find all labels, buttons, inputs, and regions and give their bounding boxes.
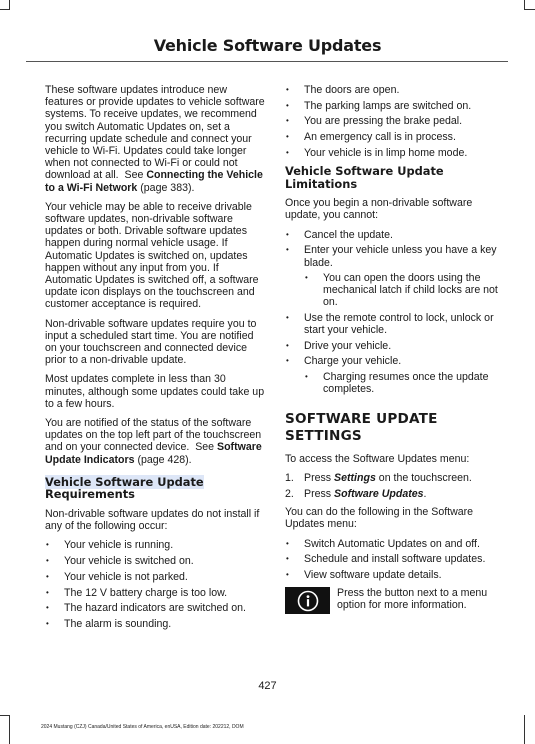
crop-mark <box>9 0 10 10</box>
crop-mark <box>524 0 525 10</box>
duration-paragraph: Most updates complete in less than 30 minutes, although some updates could take up to a few hours. <box>45 373 265 410</box>
limitations-list <box>285 229 505 395</box>
requirements-list <box>45 539 265 630</box>
crop-mark <box>524 715 525 744</box>
list-item: • Cancel the update. <box>285 229 505 241</box>
sub-list-item: • You can open the doors using the mechanical latch if child locks are not on. <box>304 272 505 309</box>
crop-mark <box>9 715 10 744</box>
status-paragraph: You are notified of the status of the software updates on the top left part of the touchscreen and on your connected device. See Software Update Indicators (page 428). <box>45 417 262 466</box>
list-item: • Enter your vehicle unless you have a key blade. • You can open the doors using the mechanical latch if child locks are not on. <box>285 244 505 308</box>
list-item: • Your vehicle is running. <box>45 539 265 551</box>
list-item: • Your vehicle is not parked. <box>45 571 265 583</box>
non-drivable-paragraph: Non-drivable software updates require you to input a scheduled start time. You are notified on your touchscreen and connected device prior to a non-drivable update. <box>45 317 257 367</box>
intro-paragraph: These software updates introduce new features or provide updates to vehicle software systems. To receive updates, we recommend you switch Automatic Updates on, set a recurring update schedule and connect your vehicle to Wi-Fi. Updates could take longer when not connected to Wi-Fi or could not download at all. See Connecting the Vehicle to a Wi-Fi Network (page 383). <box>45 84 265 194</box>
page-number: 427 <box>258 680 277 692</box>
list-item: • An emergency call is in process. <box>285 131 505 143</box>
sub-list <box>304 272 505 309</box>
step-number: 2. <box>285 487 294 500</box>
step-number: 1. <box>285 472 294 485</box>
limitations-intro: Once you begin a non-drivable software update, you cannot: <box>285 197 473 222</box>
right-column <box>285 84 505 617</box>
step-item: 1. Press Settings on the touchscreen. <box>285 472 472 485</box>
list-item: • Charge your vehicle. • Charging resumes once the update completes. <box>285 355 505 395</box>
requirements-intro: Non-drivable software updates do not install if any of the following occur: <box>45 508 260 533</box>
list-item: • The alarm is sounding. <box>45 618 265 630</box>
settings-intro: To access the Software Updates menu: <box>285 453 470 466</box>
menu-intro: You can do the following in the Software Updates menu: <box>285 506 474 531</box>
sub-list <box>304 371 505 395</box>
sub-list-item: • Charging resumes once the update completes. <box>304 371 505 395</box>
wifi-link[interactable]: Connecting the Vehicle to a Wi-Fi Network <box>45 169 263 194</box>
requirements-list-continued <box>285 84 505 159</box>
list-item: • The hazard indicators are switched on. <box>45 602 265 614</box>
list-item: • The 12 V battery charge is too low. <box>45 587 265 599</box>
info-icon <box>297 590 319 612</box>
list-item: • The parking lamps are switched on. <box>285 100 505 112</box>
list-item: • Schedule and install software updates. <box>285 553 505 565</box>
list-item: • The doors are open. <box>285 84 505 96</box>
crop-mark <box>525 9 535 10</box>
list-item: • Your vehicle is in limp home mode. <box>285 147 505 159</box>
menu-options-list <box>285 538 505 582</box>
page-title: Vehicle Software Updates <box>153 36 382 55</box>
footer-edition: 2024 Mustang (CZJ) Canada/United States of America, enUSA, Edition date: 202212, DOM <box>41 724 244 730</box>
info-note-text: Press the button next to a menu option for more information. <box>337 587 488 612</box>
header-divider <box>26 61 508 62</box>
limitations-heading: Vehicle Software Update Limitations <box>285 164 444 191</box>
list-item: • You are pressing the brake pedal. <box>285 115 505 127</box>
list-item: • Use the remote control to lock, unlock or start your vehicle. <box>285 312 505 336</box>
step-item: 2. Press Software Updates. <box>285 487 427 500</box>
requirements-heading: Vehicle Software Update Requirements <box>45 474 204 502</box>
indicators-link[interactable]: Software Update Indicators <box>45 441 262 466</box>
left-column <box>45 84 265 636</box>
software-updates-menu-label: Software Updates <box>334 487 424 500</box>
steps-list <box>285 472 505 500</box>
drivable-paragraph: Your vehicle may be able to receive drivable software updates, non-drivable software updates or both. Drivable software updates happen during normal vehicle usage. If Automatic Updates is switched on, updates happen without any input from you. If Automatic Updates is switched off, a software update icon displays on the touchscreen and customer acceptance is required. <box>45 200 259 311</box>
list-item: • Switch Automatic Updates on and off. <box>285 538 505 550</box>
list-item: • View software update details. <box>285 569 505 581</box>
list-item: • Drive your vehicle. <box>285 340 505 352</box>
info-note <box>285 587 505 617</box>
settings-menu-label: Settings <box>334 472 376 485</box>
settings-heading: SOFTWARE UPDATE SETTINGS <box>285 411 438 444</box>
list-item: • Your vehicle is switched on. <box>45 555 265 567</box>
info-icon <box>285 587 330 614</box>
